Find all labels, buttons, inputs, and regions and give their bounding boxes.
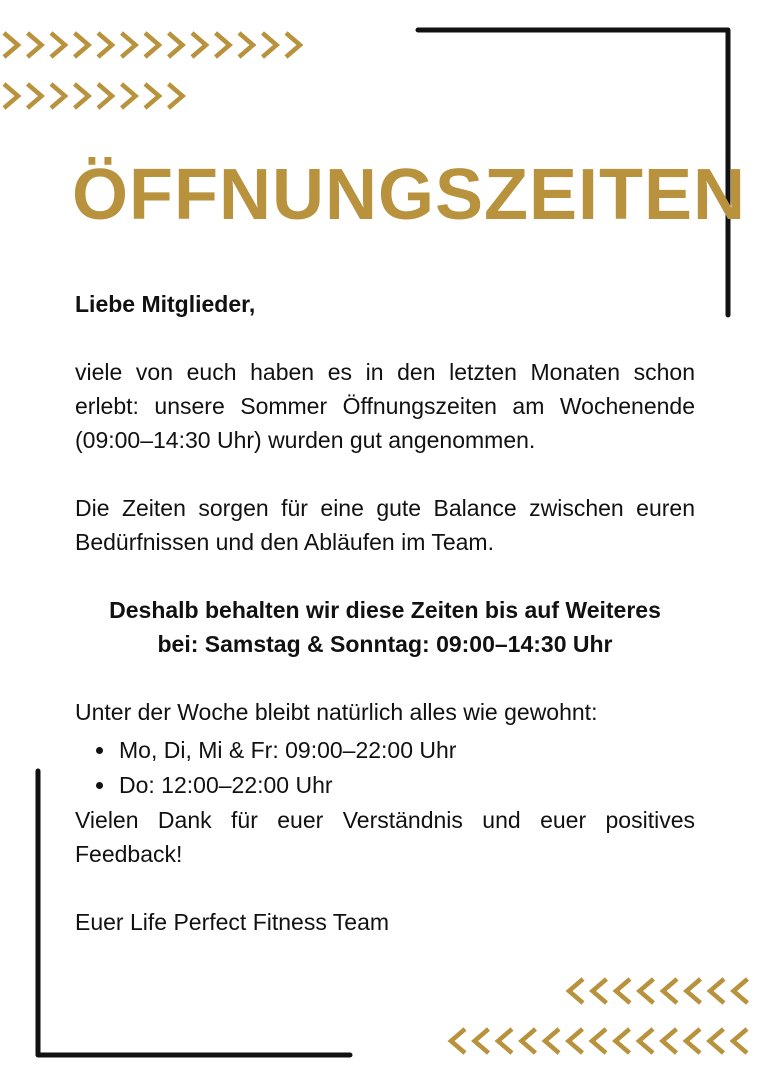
chevron-left-icon — [687, 979, 701, 1003]
chevron-left-icon — [686, 1029, 700, 1053]
chevron-left-icon — [569, 1029, 583, 1053]
chevron-left-icon — [451, 1029, 465, 1053]
chevron-right-icon — [192, 33, 206, 57]
chevron-left-icon — [663, 1029, 677, 1053]
chevron-right-icon — [169, 84, 183, 108]
chevron-right-icon-row — [0, 30, 330, 60]
chevron-left-icon — [545, 1029, 559, 1053]
greeting: Liebe Mitglieder, — [75, 291, 256, 317]
chevron-right-icon — [98, 33, 112, 57]
chevron-left-icon — [733, 1029, 747, 1053]
weekday-intro: Unter der Woche bleibt natürlich alles wie gewohnt: — [75, 699, 598, 725]
chevron-right-icon — [239, 33, 253, 57]
chevron-left-icon — [616, 979, 630, 1003]
thanks-text: Vielen Dank für euer Verständnis und euer positives Feedback! — [75, 807, 695, 867]
chevron-right-icon — [51, 84, 65, 108]
chevron-right-icon — [4, 84, 18, 108]
page-title: ÖFFNUNGSZEITEN — [72, 155, 746, 235]
chevron-left-icon — [710, 1029, 724, 1053]
chevron-right-icon — [122, 84, 136, 108]
chevron-right-icon — [75, 84, 89, 108]
chevron-right-icon — [98, 84, 112, 108]
chevron-right-icon — [286, 33, 300, 57]
chevron-left-icon — [592, 1029, 606, 1053]
paragraph-intro: viele von euch haben es in den letzten Monaten schon erlebt: unsere Sommer Öffnungszeiten am Wochenende (09:00–14:30 Uhr) wurden gut angenommen. — [75, 359, 695, 453]
list-item: • Do: 12:00–22:00 Uhr — [117, 768, 695, 803]
chevron-left-icon — [569, 979, 583, 1003]
letter-body — [75, 287, 695, 939]
paragraph-balance: Die Zeiten sorgen für eine gute Balance zwischen euren Bedürfnissen und den Abläufen im Team. — [75, 495, 695, 555]
chevron-right-icon — [51, 33, 65, 57]
chevron-right-icon — [28, 33, 42, 57]
list-item: • Mo, Di, Mi & Fr: 09:00–22:00 Uhr — [117, 733, 695, 768]
chevron-left-icon — [616, 1029, 630, 1053]
chevron-left-icon — [663, 979, 677, 1003]
chevron-right-icon — [263, 33, 277, 57]
chevron-right-icon — [28, 84, 42, 108]
chevron-left-icon — [498, 1029, 512, 1053]
chevron-left-icon — [710, 979, 724, 1003]
weekday-hours-list — [75, 733, 695, 803]
chevron-right-icon — [216, 33, 230, 57]
highlight-line-1: Deshalb behalten wir diese Zeiten bis auf Weiteres — [109, 597, 661, 623]
chevron-right-icon-row — [0, 81, 210, 111]
weekend-hours-highlight — [65, 593, 705, 661]
chevron-left-icon — [734, 979, 748, 1003]
chevron-left-icon — [639, 1029, 653, 1053]
chevron-left-icon — [640, 979, 654, 1003]
chevron-left-icon-row — [447, 1026, 768, 1056]
chevron-left-icon — [593, 979, 607, 1003]
chevron-right-icon — [145, 33, 159, 57]
chevron-right-icon — [4, 33, 18, 57]
chevron-left-icon-row — [565, 976, 768, 1006]
chevron-right-icon — [122, 33, 136, 57]
chevron-right-icon — [169, 33, 183, 57]
highlight-line-2: bei: Samstag & Sonntag: 09:00–14:30 Uhr — [157, 631, 613, 657]
chevron-right-icon — [145, 84, 159, 108]
signature: Euer Life Perfect Fitness Team — [75, 909, 390, 935]
chevron-left-icon — [475, 1029, 489, 1053]
chevron-right-icon — [75, 33, 89, 57]
chevron-left-icon — [522, 1029, 536, 1053]
